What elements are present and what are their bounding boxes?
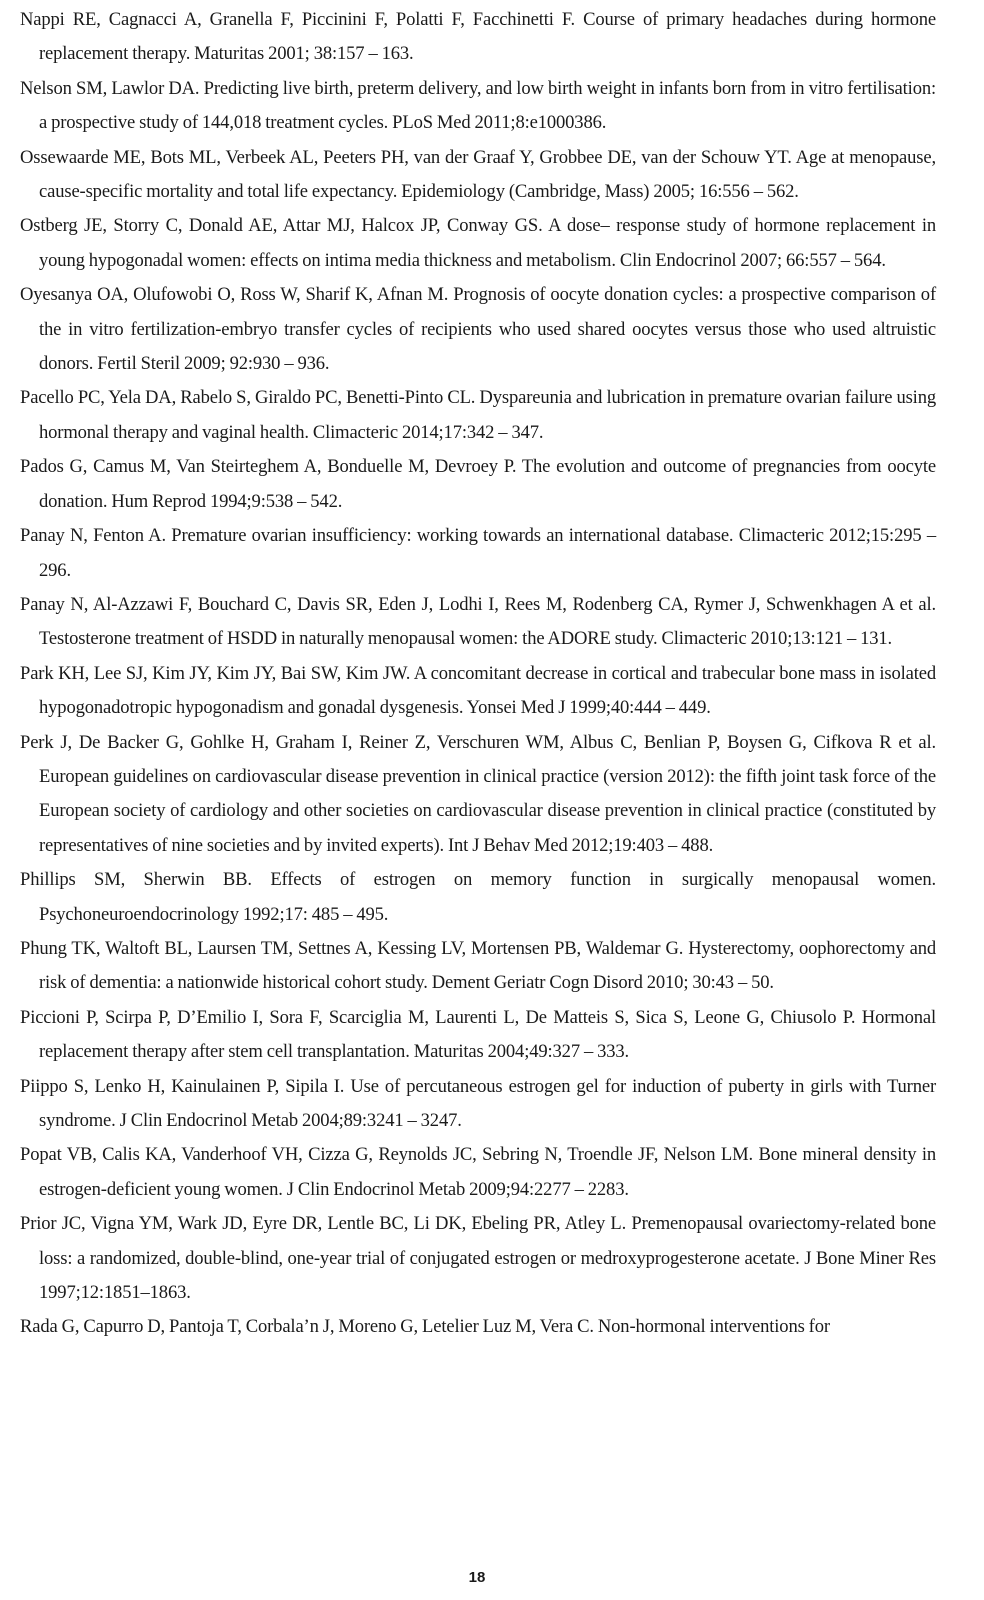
reference-item: Pacello PC, Yela DA, Rabelo S, Giraldo PC, Benetti-Pinto CL. Dyspareunia and lubrication in premature ovarian failure using hormonal therapy and vaginal health. Climacteric 2014;17:342 – 347. — [20, 387, 936, 443]
reference-item: Panay N, Al-Azzawi F, Bouchard C, Davis SR, Eden J, Lodhi I, Rees M, Rodenberg CA, Rymer J, Schwenkhagen A et al. Testosterone treatment of HSDD in naturally menopausal women: the ADORE study. Climacteric 2010;13:121 – 131. — [20, 593, 936, 650]
reference-item: Rada G, Capurro D, Pantoja T, Corbala’n J, Moreno G, Letelier Luz M, Vera C. Non-hormonal interventions for — [20, 1316, 830, 1338]
reference-item: Panay N, Fenton A. Premature ovarian insufficiency: working towards an international database. Climacteric 2012;15:295 – 296. — [20, 525, 936, 581]
reference-list — [20, 3, 936, 1345]
reference-item: Piccioni P, Scirpa P, D’Emilio I, Sora F, Scarciglia M, Laurenti L, De Matteis S, Sica S, Leone G, Chiusolo P. Hormonal replacement therapy after stem cell transplantation. Maturitas 2004;49:327 – 333. — [20, 1006, 936, 1063]
reference-item: Nelson SM, Lawlor DA. Predicting live birth, preterm delivery, and low birth weight in infants born from in vitro fertilisation: a prospective study of 144,018 treatment cycles. PLoS Med 2011;8:e1000386. — [20, 77, 936, 134]
reference-item: Pados G, Camus M, Van Steirteghem A, Bonduelle M, Devroey P. The evolution and outcome of pregnancies from oocyte donation. Hum Reprod 1994;9:538 – 542. — [20, 456, 936, 512]
reference-item: Ossewaarde ME, Bots ML, Verbeek AL, Peeters PH, van der Graaf Y, Grobbee DE, van der Schouw YT. Age at menopause, cause-specific mortality and total life expectancy. Epidemiology (Cambridge, Mass) 2005; 16:556 – 562. — [20, 146, 936, 203]
reference-item: Ostberg JE, Storry C, Donald AE, Attar MJ, Halcox JP, Conway GS. A dose– response study of hormone replacement in young hypogonadal women: effects on intima media thickness and metabolism. Clin Endocrinol 2007; 66:557 – 564. — [20, 215, 936, 271]
reference-item: Prior JC, Vigna YM, Wark JD, Eyre DR, Lentle BC, Li DK, Ebeling PR, Atley L. Premenopausal ovariectomy-related bone loss: a randomized, double-blind, one-year trial of conjugated estrogen or medroxyprogesterone acetate. J Bone Miner Res 1997;12:1851–1863. — [20, 1213, 936, 1304]
reference-item: Piippo S, Lenko H, Kainulainen P, Sipila I. Use of percutaneous estrogen gel for induction of puberty in girls with Turner syndrome. J Clin Endocrinol Metab 2004;89:3241 – 3247. — [20, 1075, 936, 1131]
reference-item: Oyesanya OA, Olufowobi O, Ross W, Sharif K, Afnan M. Prognosis of oocyte donation cycles: a prospective comparison of the in vitro fertilization-embryo transfer cycles of recipients who used shared oocytes versus those who used altruistic donors. Fertil Steril 2009; 92:930 – 936. — [20, 284, 936, 375]
reference-item: Phung TK, Waltoft BL, Laursen TM, Settnes A, Kessing LV, Mortensen PB, Waldemar G. Hysterectomy, oophorectomy and risk of dementia: a nationwide historical cohort study. Dement Geriatr Cogn Disord 2010; 30:43 – 50. — [20, 937, 936, 994]
reference-item: Park KH, Lee SJ, Kim JY, Kim JY, Bai SW, Kim JW. A concomitant decrease in cortical and trabecular bone mass in isolated hypogonadotropic hypogonadism and gonadal dysgenesis. Yonsei Med J 1999;40:444 – 449. — [20, 662, 936, 719]
reference-item: Popat VB, Calis KA, Vanderhoof VH, Cizza G, Reynolds JC, Sebring N, Troendle JF, Nelson LM. Bone mineral density in estrogen-deficient young women. J Clin Endocrinol Metab 2009;94:2277 – 2283. — [20, 1144, 936, 1200]
reference-item: Perk J, De Backer G, Gohlke H, Graham I, Reiner Z, Verschuren WM, Albus C, Benlian P, Boysen G, Cifkova R et al. European guidelines on cardiovascular disease prevention in clinical practice (version 2012): the fifth joint task force of the European society of cardiology and other societies on cardiovascular disease prevention in clinical practice (constituted by representatives of nine societies and by invited experts). Int J Behav Med 2012;19:403 – 488. — [20, 731, 936, 856]
reference-item: Nappi RE, Cagnacci A, Granella F, Piccinini F, Polatti F, Facchinetti F. Course of primary headaches during hormone replacement therapy. Maturitas 2001; 38:157 – 163. — [20, 9, 936, 65]
reference-item: Phillips SM, Sherwin BB. Effects of estrogen on memory function in surgically menopausal women. Psychoneuroendocrinology 1992;17: 485 – 495. — [20, 869, 936, 925]
page-number: 18 — [468, 1569, 486, 1586]
